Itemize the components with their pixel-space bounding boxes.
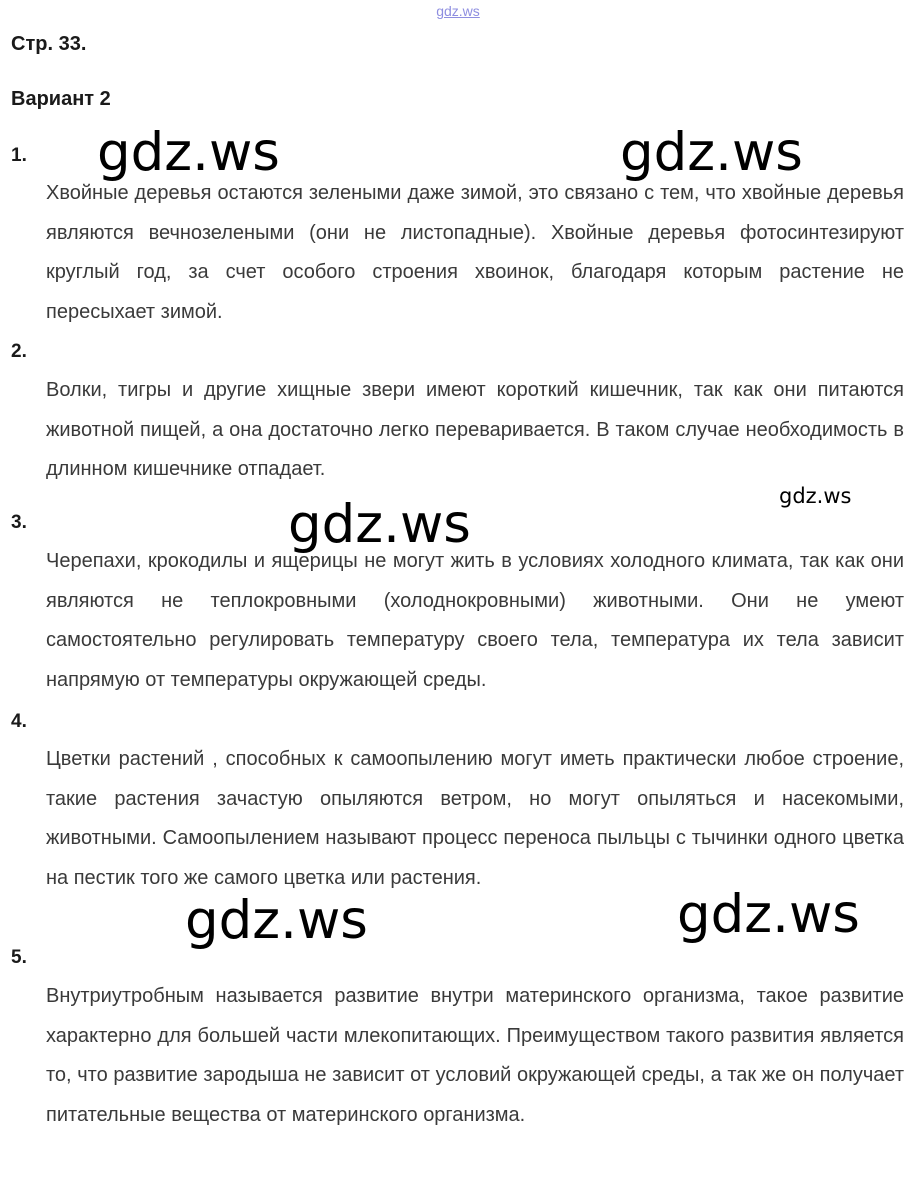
answer-text-4	[46, 740, 904, 898]
top-watermark-link[interactable]: gdz.ws	[436, 3, 480, 19]
watermark: gdz.ws	[779, 484, 852, 508]
answer-text-line: Волки, тигры и другие хищные звери имеют короткий кишечник, так как они питаются	[46, 379, 904, 401]
answer-text-line: являются вечнозелеными (они не листопадные). Хвойные деревья фотосинтезируют	[46, 221, 904, 244]
answer-text-line: Цветки растений , способных к самоопылению могут иметь практически любое строение,	[46, 748, 904, 770]
answer-text-line: характерно для большей части млекопитающих. Преимуществом такого развития является	[46, 1024, 904, 1047]
answer-text-line: являются не теплокровными (холоднокровными) животными. Они не умеют	[46, 589, 904, 612]
answer-text-line: то, что развитие зародыша не зависит от условий окружающей среды, а так же он получает	[46, 1064, 904, 1086]
page-label: Стр. 33.	[11, 33, 87, 55]
answer-text-line: Внутриутробным называется развитие внутри материнского организма, такое развитие	[46, 985, 904, 1007]
answer-text-line: животной пищей, а она достаточно легко переваривается. В таком случае необходимость в	[46, 418, 904, 441]
answer-text-line: Черепахи, крокодилы и ящерицы не могут жить в условиях холодного климата, так как они	[46, 550, 904, 572]
answer-text-1	[46, 174, 904, 332]
answer-number-4: 4.	[11, 711, 27, 732]
watermark: gdz.ws	[620, 122, 803, 183]
watermark: gdz.ws	[288, 494, 471, 555]
answer-text-line: животными. Самоопылением называют процесс переноса пыльцы с тычинки одного цветка	[46, 827, 904, 849]
answer-text-line: питательные вещества от материнского организма.	[46, 1103, 526, 1126]
answer-text-line: самостоятельно регулировать температуру своего тела, температура их тела зависит	[46, 629, 904, 651]
answer-text-line: на пестик того же самого цветка или растения.	[46, 866, 482, 889]
watermark: gdz.ws	[677, 884, 860, 945]
answer-text-line: Хвойные деревья остаются зелеными даже зимой, это связано с тем, что хвойные деревья	[46, 182, 904, 204]
watermark: gdz.ws	[97, 122, 280, 183]
answer-text-2	[46, 371, 904, 490]
variant-label: Вариант 2	[11, 88, 111, 110]
answer-text-line: такие растения зачастую опыляются ветром, но могут опыляться и насекомыми,	[46, 787, 904, 810]
answer-number-1: 1.	[11, 145, 27, 166]
watermark: gdz.ws	[185, 890, 368, 951]
answer-text-line: напрямую от температуры окружающей среды.	[46, 668, 487, 691]
answer-text-line: круглый год, за счет особого строения хвоинок, благодаря которым растение не	[46, 261, 904, 283]
answer-text-5	[46, 977, 904, 1135]
answer-text-3	[46, 542, 904, 700]
answer-number-2: 2.	[11, 341, 27, 362]
answer-text-line: длинном кишечнике отпадает.	[46, 458, 326, 480]
answer-number-3: 3.	[11, 512, 27, 533]
answer-number-5: 5.	[11, 947, 27, 968]
answer-text-line: пересыхает зимой.	[46, 300, 223, 323]
